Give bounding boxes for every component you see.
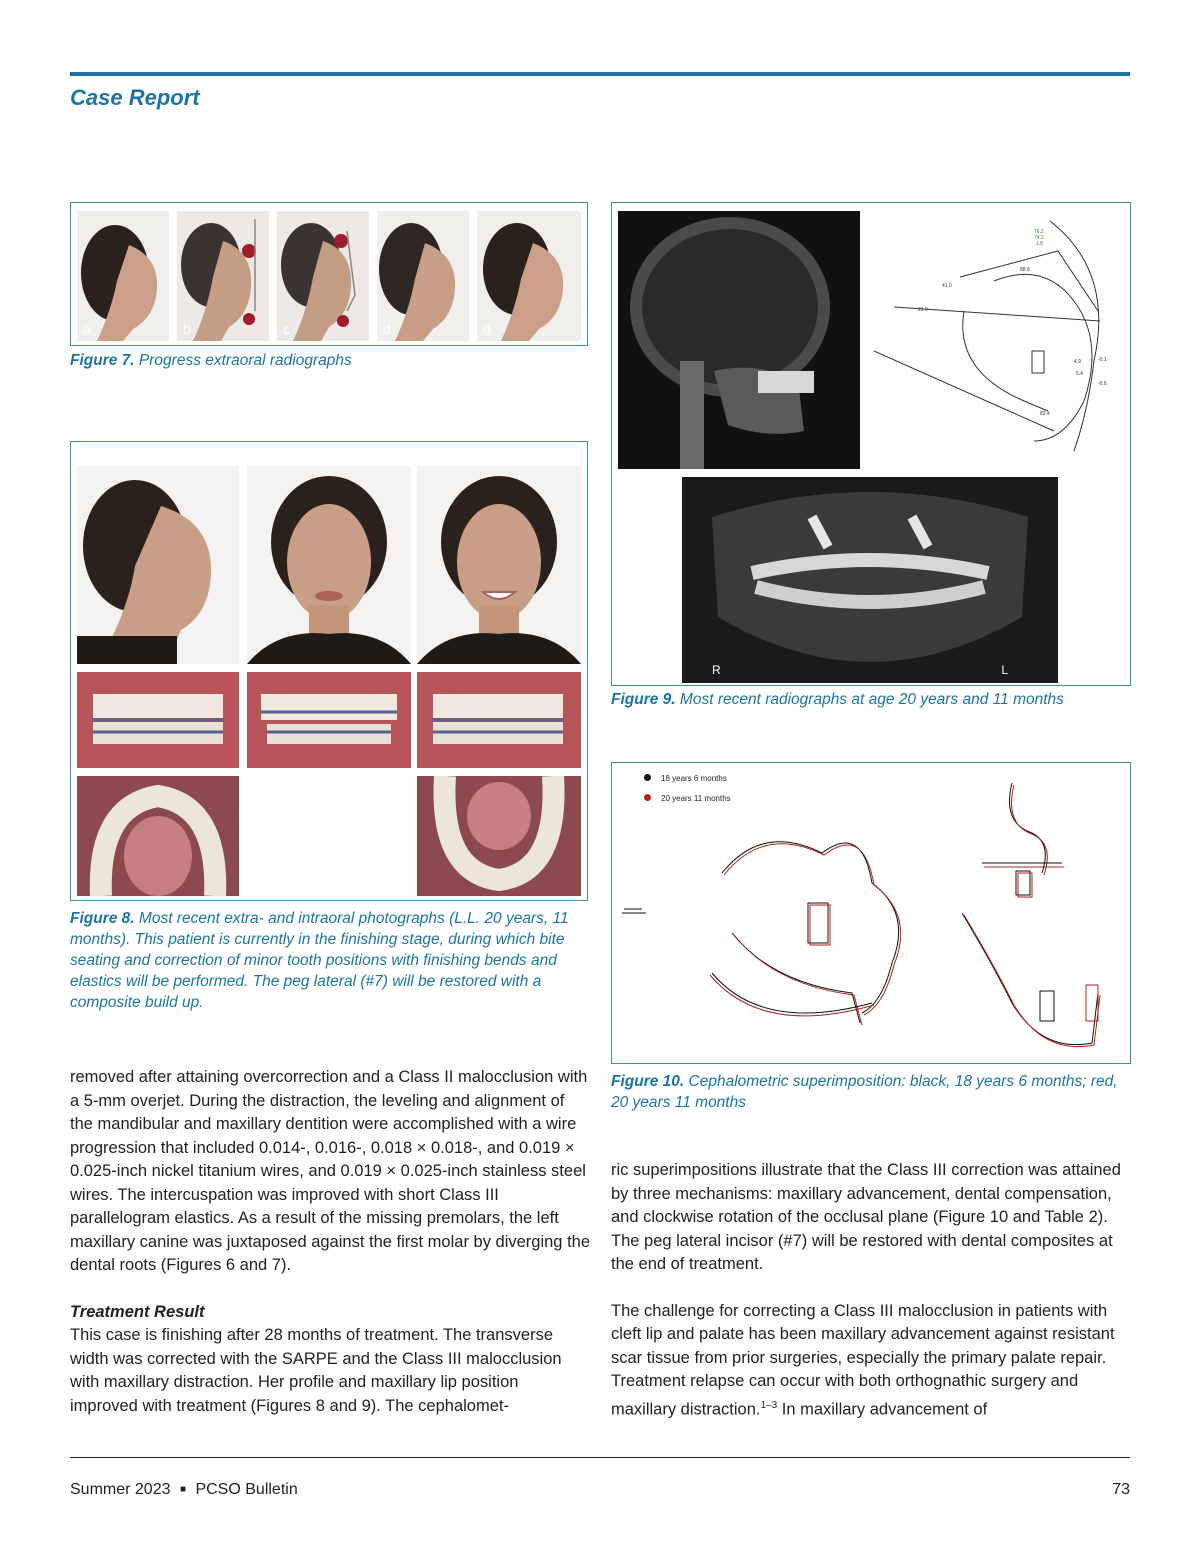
figure-7-panel-c — [277, 211, 369, 341]
citation-superscript: 1–3 — [760, 1399, 778, 1411]
panel-label: d — [483, 321, 491, 337]
tracing-value: -0.6 — [1098, 381, 1107, 387]
figure-8-intraoral-right — [77, 672, 239, 768]
panel-label: c — [283, 321, 290, 337]
legend-label: 20 years 11 months — [661, 794, 731, 803]
caption-text: Cephalometric superimposition: black, 18 years 6 months; red, 20 years 11 months — [611, 1073, 1118, 1111]
figure-8-occlusal-upper — [77, 776, 239, 896]
caption-text: Most recent radiographs at age 20 years and 11 months — [679, 691, 1064, 708]
figure-8-profile-photo — [77, 466, 239, 664]
tracing-value: 74.2 — [1034, 235, 1044, 241]
pano-right-marker: L — [1001, 663, 1008, 677]
treatment-result-heading: Treatment Result — [70, 1302, 205, 1321]
caption-label: Figure 8. — [70, 910, 135, 927]
figure-7-panel-b — [177, 211, 269, 341]
right-column — [611, 1159, 1131, 1422]
tracing-value: 41.0 — [942, 283, 952, 289]
tracing-value: 88.6 — [1020, 267, 1030, 273]
footer-left — [70, 1481, 298, 1499]
right-paragraph-2 — [611, 1300, 1131, 1422]
figure-9-lateral-cephalogram — [618, 211, 860, 469]
right-paragraph-1: ric superimpositions illustrate that the Class III correction was attained by three mechanisms: maxillary advancement, dental compensation, and clockwise rotation of the occlusal plane (Figure 10 and Table 2). The peg lateral incisor (#7) will be restored with dental composites at the end of treatment. — [611, 1161, 1121, 1273]
section-label: Case Report — [70, 85, 200, 110]
right-paragraph-2-tail: In maxillary advancement of — [777, 1400, 988, 1418]
tracing-value: -0.1 — [1098, 357, 1107, 363]
panel-label: d — [383, 321, 391, 337]
figure-9-tracing — [874, 211, 1122, 469]
figure-7-panel-a — [77, 211, 169, 341]
bottom-rule — [70, 1457, 1130, 1458]
figure-10 — [611, 762, 1131, 1064]
right-paragraph-2-text: The challenge for correcting a Class III malocclusion in patients with cleft lip and palate has been maxillary advancement against resistant scar tissue from prior surgeries, especially the primary palate repair. Treatment relapse can occur with both orthognathic surgery and maxillary distraction. — [611, 1301, 1115, 1418]
footer-separator: ■ — [179, 1484, 186, 1495]
tracing-value: 1.8 — [1036, 241, 1043, 247]
tracing-value: 5.4 — [1076, 371, 1083, 377]
caption-text: Most recent extra- and intraoral photographs (L.L. 20 years, 11 months). This patient is currently in the finishing stage, during which bite seating and correction of minor tooth positions with finishing bends and elastics will be performed. The peg lateral (#7) will be restored with a composite build up. — [70, 910, 569, 1011]
figure-9-panoramic — [682, 477, 1058, 683]
panel-label: a — [83, 321, 91, 337]
figure-10-caption — [611, 1071, 1129, 1113]
figure-8-intraoral-front — [247, 672, 411, 768]
figure-10-superimposition — [612, 763, 1130, 1063]
top-rule — [70, 72, 1130, 76]
caption-text: Progress extraoral radiographs — [138, 352, 352, 369]
footer-publication: PCSO Bulletin — [195, 1481, 298, 1498]
page-number: 73 — [1112, 1481, 1130, 1498]
tracing-value: 76.2 — [1034, 229, 1044, 235]
figure-7-caption — [70, 350, 586, 371]
figure-8-frontal-photo — [247, 466, 411, 664]
footer-issue: Summer 2023 — [70, 1481, 171, 1498]
pano-left-marker: R — [712, 663, 721, 677]
figure-8-smile-photo — [417, 466, 581, 664]
tracing-value: 4.9 — [1074, 359, 1081, 365]
legend-label: 18 years 6 months — [661, 774, 727, 783]
panel-label: b — [183, 321, 191, 337]
caption-label: Figure 10. — [611, 1073, 685, 1090]
figure-7-panel-d2 — [477, 211, 581, 341]
tracing-value: 83.4 — [1040, 411, 1050, 417]
figure-8-caption — [70, 908, 586, 1013]
tracing-value: 21.9 — [918, 307, 928, 313]
caption-label: Figure 9. — [611, 691, 676, 708]
left-column — [70, 1066, 590, 1418]
figure-8 — [70, 441, 588, 901]
left-paragraph-2: This case is finishing after 28 months of treatment. The transverse width was corrected with the SARPE and the Class III malocclusion with maxillary distraction. Her profile and maxillary lip position improved with treatment (Figures 8 and 9). The cephalomet- — [70, 1326, 562, 1415]
figure-9-caption — [611, 689, 1129, 710]
figure-9 — [611, 202, 1131, 686]
figure-8-intraoral-left — [417, 672, 581, 768]
figure-8-occlusal-lower — [417, 776, 581, 896]
caption-label: Figure 7. — [70, 352, 135, 369]
figure-7-panel-d1 — [377, 211, 469, 341]
figure-7 — [70, 202, 588, 346]
left-paragraph-1: removed after attaining overcorrection and a Class II malocclusion with a 5-mm overjet. During the distraction, the leveling and alignment of the mandibular and maxillary dentition were accomplished with a wire progression that included 0.014-, 0.016-, 0.018 × 0.018-, and 0.019 × 0.025-inch nickel titanium wires, and 0.019 × 0.025-inch stainless steel wires. The intercuspation was improved with short Class III parallelogram elastics. As a result of the missing premolars, the left maxillary canine was juxtaposed against the first molar by diverging the dental roots (Figures 6 and 7). — [70, 1068, 591, 1274]
